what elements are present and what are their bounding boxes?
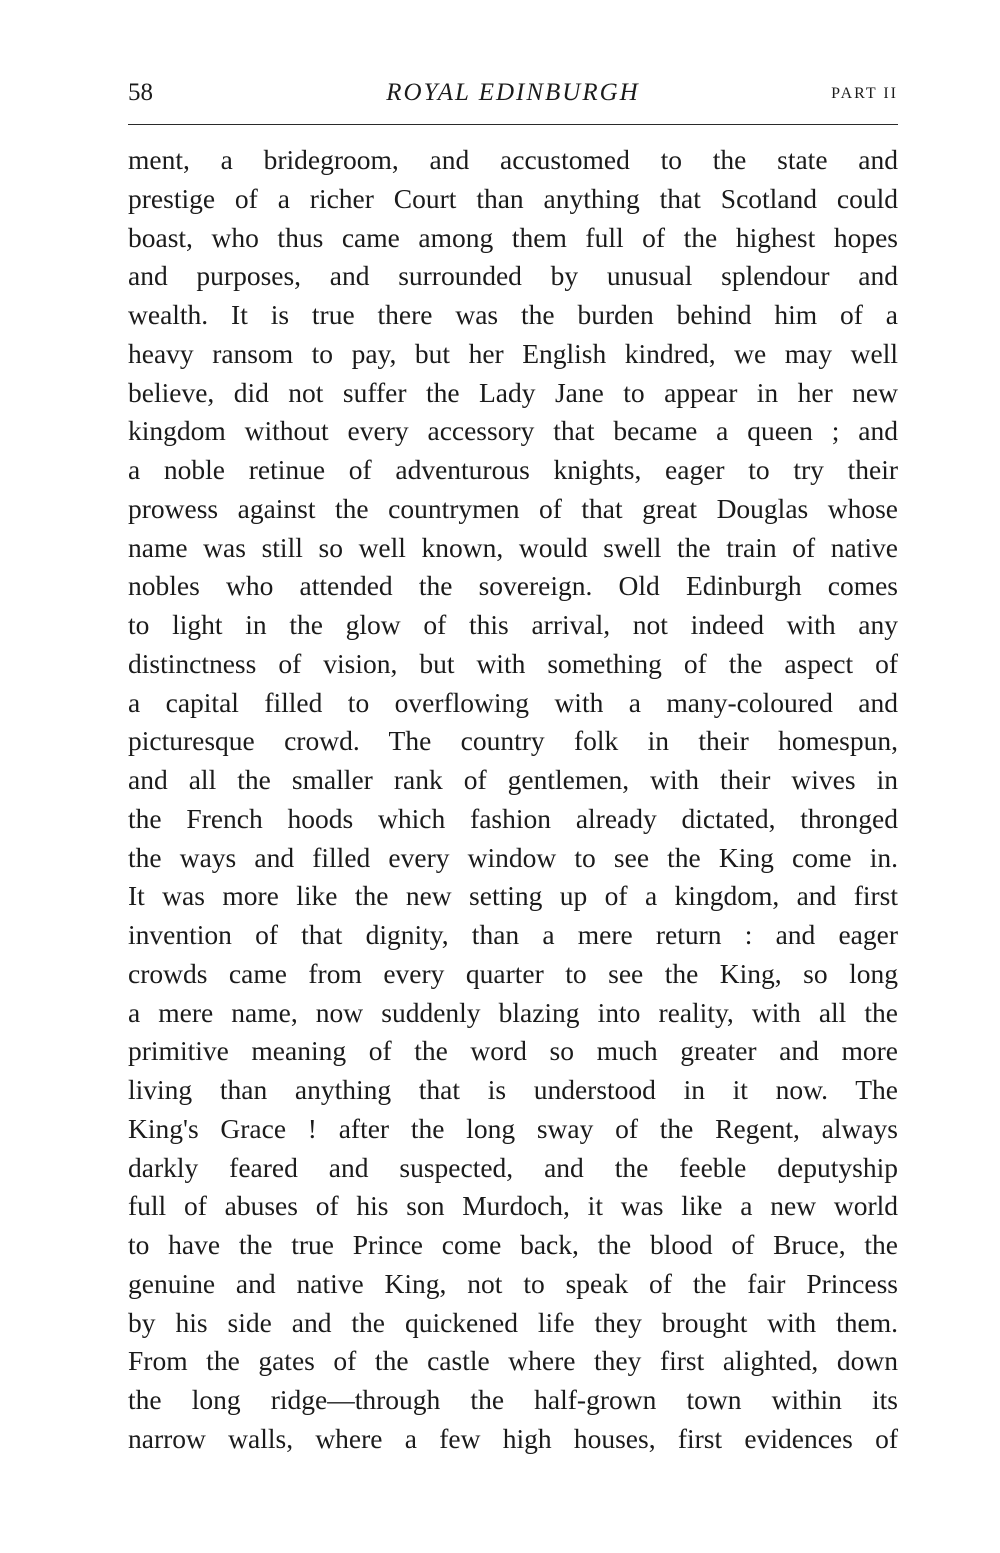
text-line: crowds came from every quarter to see the King, so long xyxy=(128,957,898,989)
text-line: wealth. It is true there was the burden behind him of a xyxy=(128,299,898,330)
text-line: genuine and native King, not to speak of the fair Princess xyxy=(128,1267,898,1299)
text-line: to have the true Prince come back, the blood of Bruce, the xyxy=(128,1229,898,1260)
text-line: a capital filled to overflowing with a many-coloured and xyxy=(128,686,898,718)
text-line: the French hoods which fashion already dictated, thronged xyxy=(128,802,898,834)
header-rule xyxy=(128,124,898,125)
text-line: by his side and the quickened life they brought with them. xyxy=(128,1306,898,1338)
text-line: ment, a bridegroom, and accustomed to the state and xyxy=(128,144,898,175)
text-line: to light in the glow of this arrival, not indeed with any xyxy=(128,609,898,640)
text-line: living than anything that is understood in it now. The xyxy=(128,1074,898,1105)
text-line: King's Grace ! after the long sway of the Regent, always xyxy=(128,1112,898,1144)
book-title: ROYAL EDINBURGH xyxy=(386,79,640,106)
text-line: the long ridge—through the half-grown town within its xyxy=(128,1384,898,1415)
text-line: believe, did not suffer the Lady Jane to appear in her new xyxy=(128,376,898,408)
page-number: 58 xyxy=(128,79,153,106)
text-line: distinctness of vision, but with something of the aspect of xyxy=(128,647,898,679)
text-line: boast, who thus came among them full of the highest hopes xyxy=(128,221,898,253)
text-line: and all the smaller rank of gentlemen, with their wives in xyxy=(128,764,898,795)
text-line: From the gates of the castle where they first alighted, down xyxy=(128,1345,898,1377)
part-label: PART II xyxy=(831,85,898,102)
running-head xyxy=(128,78,898,110)
text-line: full of abuses of his son Murdoch, it was like a new world xyxy=(128,1190,898,1222)
text-line: kingdom without every accessory that became a queen ; and xyxy=(128,415,898,447)
text-line: heavy ransom to pay, but her English kindred, we may well xyxy=(128,337,898,369)
text-line: a mere name, now suddenly blazing into reality, with all the xyxy=(128,996,898,1028)
text-line: prowess against the countrymen of that great Douglas whose xyxy=(128,492,898,524)
text-line: invention of that dignity, than a mere return : and eager xyxy=(128,919,898,950)
text-line: and purposes, and surrounded by unusual splendour and xyxy=(128,260,898,292)
text-line: nobles who attended the sovereign. Old Edinburgh comes xyxy=(128,570,898,602)
text-line: primitive meaning of the word so much greater and more xyxy=(128,1035,898,1067)
text-line: picturesque crowd. The country folk in their homespun, xyxy=(128,725,898,757)
text-line: prestige of a richer Court than anything that Scotland could xyxy=(128,182,898,214)
text-line: narrow walls, where a few high houses, first evidences of xyxy=(128,1422,898,1454)
text-line: It was more like the new setting up of a kingdom, and first xyxy=(128,880,898,912)
text-line: darkly feared and suspected, and the feeble deputyship xyxy=(128,1151,898,1183)
body-text xyxy=(128,141,898,1459)
text-line: a noble retinue of adventurous knights, eager to try their xyxy=(128,454,898,485)
text-line: name was still so well known, would swell the train of native xyxy=(128,531,898,563)
text-line: the ways and filled every window to see the King come in. xyxy=(128,841,898,873)
